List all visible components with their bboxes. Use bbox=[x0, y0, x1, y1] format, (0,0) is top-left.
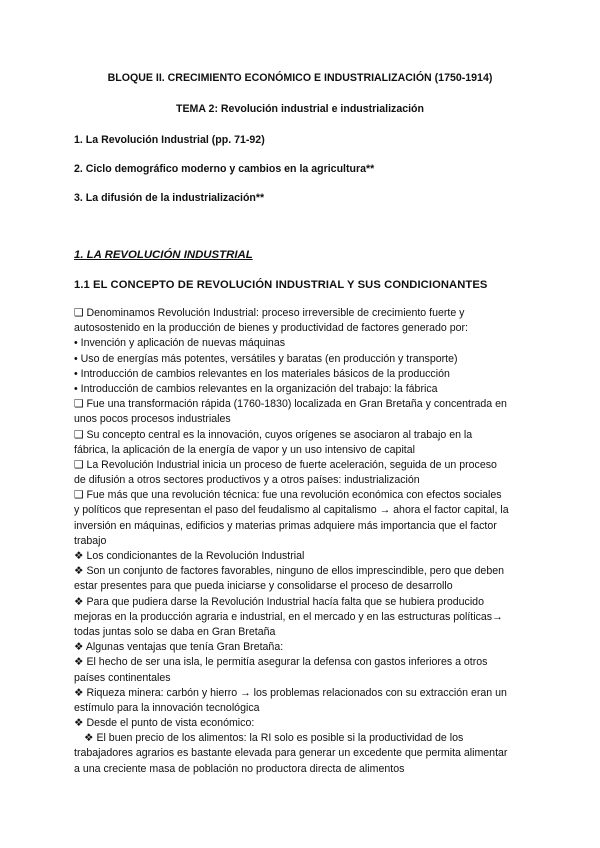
text-line: ❖ Algunas ventajas que tenía Gran Bretaña: bbox=[74, 641, 284, 654]
subsection-heading: 1.1 EL CONCEPTO DE REVOLUCIÓN INDUSTRIAL Y SUS CONDICIONANTES bbox=[74, 279, 488, 291]
text-line: ❖ El hecho de ser una isla, le permitía asegurar la defensa con gastos inferiores a otros bbox=[74, 656, 488, 669]
bullet-item: • Introducción de cambios relevantes en los materiales básicos de la producción bbox=[74, 367, 450, 380]
text-line: ❖ Para que pudiera darse la Revolución Industrial hacía falta que se hubiera producido bbox=[74, 595, 484, 608]
text-line: países continentales bbox=[74, 671, 171, 684]
text-line: estar presentes para que pueda iniciarse y consolidarse el proceso de desarrollo bbox=[74, 580, 453, 593]
text-line: a una creciente masa de población no productora directa de alimentos bbox=[74, 762, 405, 775]
text-line: estímulo para la innovación tecnológica bbox=[74, 701, 260, 714]
text-line: autosostenido en la producción de bienes y productividad de factores generado por: bbox=[74, 322, 469, 335]
bullet-item: • Introducción de cambios relevantes en la organización del trabajo: la fábrica bbox=[74, 382, 438, 395]
toc-item-2: 2. Ciclo demográfico moderno y cambios en la agricultura** bbox=[74, 163, 375, 175]
text-line: y políticos que representan el paso del feudalismo al capitalismo → ahora el factor capital, la bbox=[74, 504, 509, 517]
bullet-item: • Invención y aplicación de nuevas máquinas bbox=[74, 337, 286, 350]
text-line: ❖ El buen precio de los alimentos: la RI solo es posible si la productividad de los bbox=[84, 732, 464, 745]
text-line: ❑ Su concepto central es la innovación, cuyos orígenes se asociaron al trabajo en la bbox=[74, 428, 473, 441]
bullet-item: • Uso de energías más potentes, versátiles y baratas (en producción y transporte) bbox=[74, 352, 458, 365]
text-line: inversión en máquinas, edificios y materias primas adquiere más importancia que el factor bbox=[74, 519, 497, 532]
toc-item-3: 3. La difusión de la industrialización** bbox=[74, 192, 265, 204]
text-line: unos pocos procesos industriales bbox=[74, 413, 231, 426]
text-line: ❑ Fue una transformación rápida (1760-1830) localizada en Gran Bretaña y concentrada en bbox=[74, 398, 507, 411]
body-text bbox=[74, 306, 534, 777]
text-line: de difusión a otros sectores productivos y a otros países: industrialización bbox=[74, 474, 420, 487]
text-line: fábrica, la aplicación de la energía de vapor y un uso intensivo de capital bbox=[74, 443, 415, 456]
text-line: ❖ Desde el punto de vista económico: bbox=[74, 717, 255, 730]
text-line: ❑ Fue más que una revolución técnica: fue una revolución económica con efectos sociales bbox=[74, 489, 502, 502]
text-line: ❑ La Revolución Industrial inicia un proceso de fuerte aceleración, seguida de un proceso bbox=[74, 458, 497, 471]
text-line: ❑ Denominamos Revolución Industrial: proceso irreversible de crecimiento fuerte y bbox=[74, 307, 465, 319]
text-line: mejoras en la producción agraria e industrial, en el mercado y en las estructuras políticas→ bbox=[74, 610, 503, 623]
text-line: trabajadores agrarios es bastante elevada para generar un excedente que permita alimentar bbox=[74, 747, 508, 760]
block-title: BLOQUE II. CRECIMIENTO ECONÓMICO E INDUSTRIALIZACIÓN (1750-1914) bbox=[107, 72, 493, 84]
section-heading: 1. LA REVOLUCIÓN INDUSTRIAL bbox=[74, 249, 253, 261]
toc-item-1: 1. La Revolución Industrial (pp. 71-92) bbox=[74, 134, 265, 146]
topic-title: TEMA 2: Revolución industrial e industrialización bbox=[175, 103, 424, 115]
text-line: ❖ Son un conjunto de factores favorables, ninguno de ellos imprescindible, pero que deben bbox=[74, 565, 504, 578]
text-line: todas juntas solo se daba en Gran Bretaña bbox=[74, 625, 276, 638]
text-line: ❖ Riqueza minera: carbón y hierro → los problemas relacionados con su extracción eran un bbox=[74, 686, 507, 699]
text-line: trabajo bbox=[74, 534, 107, 547]
text-line: ❖ Los condicionantes de la Revolución Industrial bbox=[74, 550, 305, 562]
